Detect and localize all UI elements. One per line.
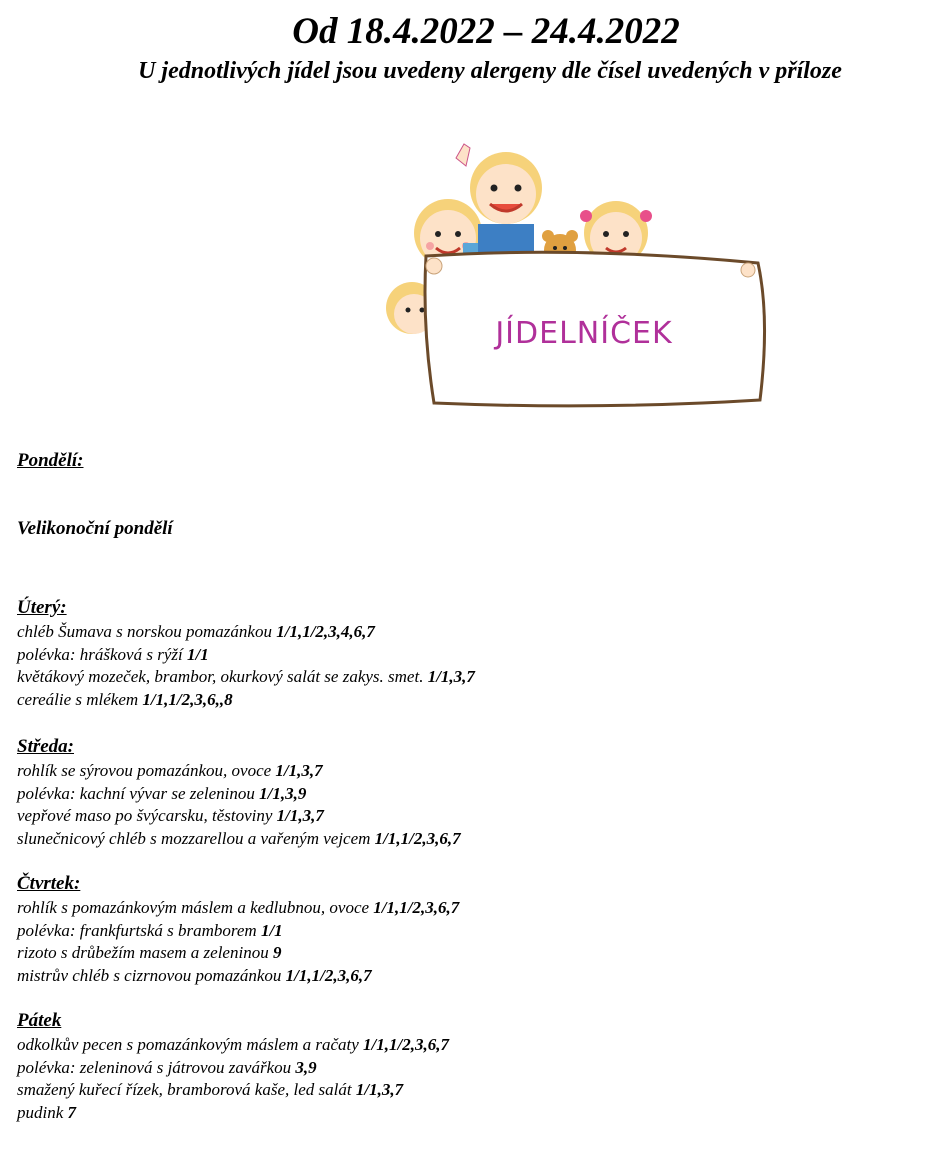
list-item: pudink 7: [17, 1102, 77, 1122]
kids-menu-illustration: [378, 138, 778, 418]
day-heading-tuesday: Úterý:: [17, 597, 67, 618]
list-item: polévka: frankfurtská s bramborem 1/1: [17, 920, 283, 940]
day-heading-monday: Pondělí:: [17, 450, 84, 471]
list-item: odkolkův pecen s pomazánkovým máslem a račaty 1/1,1/2,3,6,7: [17, 1035, 449, 1054]
list-item: polévka: kachní vývar se zeleninou 1/1,3,9: [17, 783, 307, 803]
holiday-note: Velikonoční pondělí: [17, 518, 173, 539]
menu-list-thursday: [17, 897, 459, 987]
list-item: polévka: zeleninová s játrovou zavářkou 3,9: [17, 1057, 317, 1077]
menu-list-friday: [17, 1034, 449, 1124]
list-item: smažený kuřecí řízek, bramborová kaše, led salát 1/1,3,7: [17, 1080, 404, 1099]
menu-list-wednesday: [17, 760, 461, 850]
day-heading-thursday: Čtvrtek:: [17, 873, 81, 894]
page-title: Od 18.4.2022 – 24.4.2022: [292, 11, 680, 52]
banner-text: JÍDELNÍČEK: [495, 316, 673, 351]
allergen-note: U jednotlivých jídel jsou uvedeny alergeny dle čísel uvedených v příloze: [138, 58, 842, 84]
list-item: mistrův chléb s cizrnovou pomazánkou 1/1,1/2,3,6,7: [17, 965, 372, 985]
list-item: rizoto s drůbežím masem a zeleninou 9: [17, 943, 282, 962]
list-item: cereálie s mlékem 1/1,1/2,3,6,,8: [17, 689, 233, 709]
list-item: slunečnicový chléb s mozzarellou a vařeným vejcem 1/1,1/2,3,6,7: [17, 828, 461, 848]
list-item: rohlík s pomazánkovým máslem a kedlubnou, ovoce 1/1,1/2,3,6,7: [17, 898, 460, 917]
day-heading-wednesday: Středa:: [17, 736, 74, 757]
list-item: polévka: hrášková s rýží 1/1: [17, 644, 209, 664]
menu-list-tuesday: [17, 621, 475, 711]
list-item: vepřové maso po švýcarsku, těstoviny 1/1,3,7: [17, 806, 324, 825]
list-item: květákový mozeček, brambor, okurkový salát se zakys. smet. 1/1,3,7: [17, 667, 475, 686]
day-heading-friday: Pátek: [17, 1010, 62, 1031]
list-item: rohlík se sýrovou pomazánkou, ovoce 1/1,3,7: [17, 761, 323, 780]
list-item: chléb Šumava s norskou pomazánkou 1/1,1/2,3,4,6,7: [17, 622, 375, 641]
